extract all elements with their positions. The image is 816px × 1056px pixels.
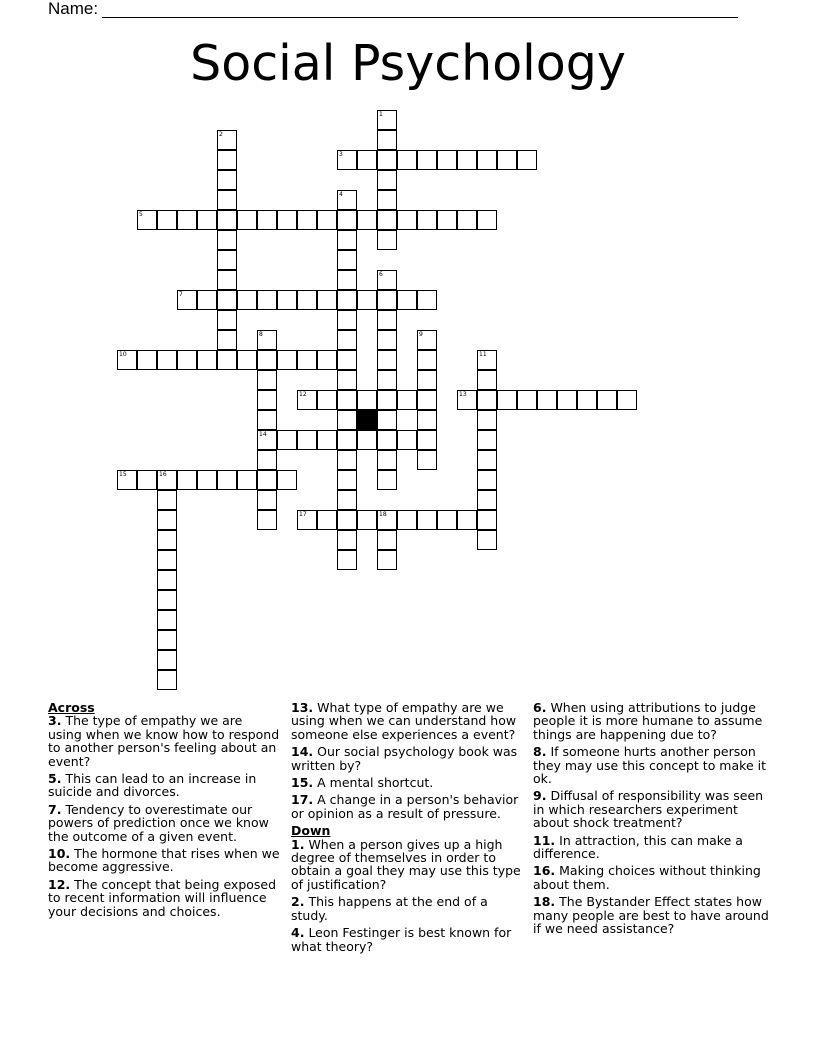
clues-column-2 — [291, 701, 523, 957]
grid-cell[interactable] — [357, 290, 377, 310]
clue-text: Diffusal of responsibility was seen in which researchers experiment about shock treatment? — [533, 788, 764, 831]
grid-cell[interactable] — [217, 130, 237, 150]
clue-number: 4. — [291, 925, 305, 941]
grid-cell[interactable] — [337, 270, 357, 290]
clue-text: Making choices without thinking about them. — [533, 863, 761, 892]
grid-cell[interactable] — [377, 370, 397, 390]
grid-cell[interactable] — [157, 470, 177, 490]
grid-cell[interactable] — [337, 290, 357, 310]
across-heading: Across — [48, 700, 95, 715]
cell-number: 16 — [159, 471, 167, 478]
clue-across-7 — [48, 803, 280, 843]
grid-cell[interactable] — [457, 390, 477, 410]
grid-cell[interactable] — [397, 510, 417, 530]
grid-cell[interactable] — [337, 470, 357, 490]
grid-cell[interactable] — [177, 210, 197, 230]
grid-cell[interactable] — [337, 510, 357, 530]
grid-cell[interactable] — [217, 150, 237, 170]
grid-cell[interactable] — [317, 390, 337, 410]
grid-cell[interactable] — [337, 150, 357, 170]
grid-cell[interactable] — [617, 390, 637, 410]
cell-number: 18 — [379, 511, 387, 518]
grid-cell[interactable] — [477, 530, 497, 550]
clue-across-10 — [48, 847, 280, 874]
clue-down-4 — [291, 926, 523, 953]
grid-cell[interactable] — [357, 390, 377, 410]
grid-cell[interactable] — [397, 210, 417, 230]
cell-number: 1 — [379, 111, 383, 118]
grid-cell[interactable] — [317, 350, 337, 370]
grid-cell[interactable] — [157, 490, 177, 510]
grid-cell[interactable] — [417, 370, 437, 390]
cell-number: 12 — [299, 391, 307, 398]
clue-text: A mental shortcut. — [317, 775, 434, 791]
clue-down-18 — [533, 895, 773, 935]
grid-cell[interactable] — [437, 210, 457, 230]
grid-cell[interactable] — [297, 290, 317, 310]
grid-cell[interactable] — [477, 430, 497, 450]
clue-down-1 — [291, 838, 523, 892]
grid-cell[interactable] — [277, 430, 297, 450]
grid-cell[interactable] — [217, 350, 237, 370]
grid-cell[interactable] — [377, 410, 397, 430]
clue-number: 9. — [533, 788, 547, 804]
grid-cell[interactable] — [177, 290, 197, 310]
grid-cell[interactable] — [137, 210, 157, 230]
grid-cell[interactable] — [337, 250, 357, 270]
grid-cell[interactable] — [337, 370, 357, 390]
clue-number: 8. — [533, 744, 547, 760]
grid-cell[interactable] — [337, 430, 357, 450]
grid-cell[interactable] — [517, 150, 537, 170]
grid-cell[interactable] — [177, 350, 197, 370]
grid-cell[interactable] — [257, 330, 277, 350]
clue-number: 12. — [48, 876, 71, 892]
clue-number: 15. — [291, 775, 314, 791]
grid-cell[interactable] — [417, 410, 437, 430]
grid-cell[interactable] — [157, 670, 177, 690]
clue-down-2 — [291, 895, 523, 922]
grid-cell[interactable] — [477, 490, 497, 510]
grid-cell[interactable] — [377, 550, 397, 570]
clue-text: The Bystander Effect states how many people are best to have around if we need assistance? — [533, 894, 769, 937]
clue-across-3 — [48, 714, 280, 768]
grid-cell[interactable] — [377, 170, 397, 190]
grid-cell[interactable] — [297, 430, 317, 450]
clue-number: 10. — [48, 846, 71, 862]
grid-cell[interactable] — [537, 390, 557, 410]
down-heading: Down — [291, 823, 331, 839]
cell-number: 9 — [419, 331, 423, 338]
cell-number: 14 — [259, 431, 267, 438]
clue-number: 18. — [533, 894, 556, 910]
grid-cell[interactable] — [377, 470, 397, 490]
clues-column-3 — [533, 701, 773, 940]
clue-number: 13. — [291, 700, 314, 715]
clue-text: What type of empathy are we using when we can understand how someone else experiences a event? — [291, 700, 517, 742]
grid-cell[interactable] — [557, 390, 577, 410]
grid-cell[interactable] — [137, 350, 157, 370]
grid-cell[interactable] — [117, 350, 137, 370]
grid-cell[interactable] — [137, 470, 157, 490]
clue-text: Leon Festinger is best known for what theory? — [291, 925, 512, 954]
grid-cell[interactable] — [417, 330, 437, 350]
grid-cell[interactable] — [417, 510, 437, 530]
grid-cell[interactable] — [357, 210, 377, 230]
clues-column-1 — [48, 701, 280, 922]
grid-cell[interactable] — [337, 450, 357, 470]
grid-cell[interactable] — [317, 510, 337, 530]
grid-cell[interactable] — [377, 110, 397, 130]
grid-cell[interactable] — [157, 510, 177, 530]
clue-text: If someone hurts another person they may use this concept to make it ok. — [533, 744, 766, 787]
grid-cell[interactable] — [157, 630, 177, 650]
grid-cell[interactable] — [157, 610, 177, 630]
grid-cell[interactable] — [157, 530, 177, 550]
grid-cell[interactable] — [337, 410, 357, 430]
grid-cell[interactable] — [337, 230, 357, 250]
grid-cell[interactable] — [417, 390, 437, 410]
clue-down-11 — [533, 834, 773, 861]
grid-cell[interactable] — [277, 470, 297, 490]
grid-cell[interactable] — [577, 390, 597, 410]
grid-cell[interactable] — [157, 570, 177, 590]
clue-across-17 — [291, 793, 523, 820]
grid-cell[interactable] — [377, 350, 397, 370]
grid-cell[interactable] — [417, 430, 437, 450]
cell-number: 8 — [259, 331, 263, 338]
grid-cell[interactable] — [217, 290, 237, 310]
grid-cell[interactable] — [417, 290, 437, 310]
grid-cell[interactable] — [377, 290, 397, 310]
grid-cell[interactable] — [157, 350, 177, 370]
grid-cell[interactable] — [357, 510, 377, 530]
cell-number: 17 — [299, 511, 307, 518]
grid-cell[interactable] — [597, 390, 617, 410]
grid-cell[interactable] — [377, 510, 397, 530]
grid-cell[interactable] — [237, 470, 257, 490]
grid-cell[interactable] — [197, 210, 217, 230]
grid-cell[interactable] — [397, 390, 417, 410]
cell-number: 3 — [339, 151, 343, 158]
grid-cell[interactable] — [297, 210, 317, 230]
grid-cell[interactable] — [377, 430, 397, 450]
grid-cell[interactable] — [477, 450, 497, 470]
cell-number: 4 — [339, 191, 343, 198]
clue-number: 11. — [533, 832, 556, 848]
clue-across-15 — [291, 776, 523, 789]
grid-cell[interactable] — [477, 510, 497, 530]
clue-text: Tendency to overestimate our powers of prediction once we know the outcome of a given event. — [48, 801, 269, 844]
grid-cell[interactable] — [217, 270, 237, 290]
clue-down-9 — [533, 789, 773, 829]
cell-number: 13 — [459, 391, 467, 398]
cell-number: 7 — [179, 291, 183, 298]
grid-cell[interactable] — [337, 190, 357, 210]
grid-cell[interactable] — [337, 530, 357, 550]
grid-cell[interactable] — [497, 150, 517, 170]
grid-cell[interactable] — [197, 350, 217, 370]
grid-cell[interactable] — [337, 210, 357, 230]
grid-cell[interactable] — [477, 470, 497, 490]
clue-text: This can lead to an increase in suicide and divorces. — [48, 771, 257, 800]
clue-text: The concept that being exposed to recent information will influence your decisions and choices. — [48, 876, 277, 919]
grid-cell[interactable] — [257, 510, 277, 530]
grid-cell[interactable] — [377, 310, 397, 330]
cell-number: 15 — [119, 471, 127, 478]
grid-cell[interactable] — [157, 210, 177, 230]
grid-cell[interactable] — [377, 450, 397, 470]
clue-text: A change in a person's behavior or opinion as a result of pressure. — [291, 792, 519, 821]
grid-cell[interactable] — [237, 350, 257, 370]
clue-number: 3. — [48, 713, 62, 729]
grid-cell[interactable] — [377, 530, 397, 550]
clue-text: Our social psychology book was written by? — [291, 744, 518, 773]
clue-text: The hormone that rises when we become aggressive. — [48, 846, 280, 875]
grid-cell[interactable] — [477, 370, 497, 390]
grid-cell[interactable] — [437, 510, 457, 530]
clue-number: 7. — [48, 801, 62, 817]
grid-cell[interactable] — [337, 350, 357, 370]
grid-cell[interactable] — [337, 490, 357, 510]
clue-number: 14. — [291, 744, 314, 760]
cell-number: 10 — [119, 351, 127, 358]
clue-number: 6. — [533, 700, 547, 715]
grid-cell[interactable] — [377, 150, 397, 170]
grid-cell[interactable] — [477, 150, 497, 170]
grid-cell[interactable] — [397, 430, 417, 450]
grid-cell[interactable] — [217, 230, 237, 250]
clue-text: This happens at the end of a study. — [291, 894, 488, 923]
clue-text: When a person gives up a high degree of themselves in order to obtain a goal they may use this type of justification? — [291, 836, 521, 892]
grid-cell[interactable] — [197, 470, 217, 490]
grid-cell[interactable] — [357, 430, 377, 450]
grid-cell[interactable] — [337, 550, 357, 570]
cell-number: 5 — [139, 211, 143, 218]
grid-cell[interactable] — [457, 210, 477, 230]
cell-number: 6 — [379, 271, 383, 278]
grid-cell[interactable] — [377, 230, 397, 250]
grid-cell[interactable] — [217, 250, 237, 270]
clue-number: 16. — [533, 863, 556, 879]
grid-cell[interactable] — [157, 550, 177, 570]
grid-cell[interactable] — [517, 390, 537, 410]
cell-number: 2 — [219, 131, 223, 138]
grid-cell[interactable] — [397, 290, 417, 310]
clue-down-6 — [533, 701, 773, 741]
grid-cell[interactable] — [477, 350, 497, 370]
grid-cell[interactable] — [157, 650, 177, 670]
clue-across-13 — [291, 701, 523, 741]
grid-cell[interactable] — [297, 510, 317, 530]
grid-cell[interactable] — [417, 210, 437, 230]
clue-number: 5. — [48, 771, 62, 787]
clue-number: 1. — [291, 836, 305, 852]
clue-down-16 — [533, 864, 773, 891]
grid-cell[interactable] — [217, 170, 237, 190]
grid-cell[interactable] — [437, 150, 457, 170]
grid-cell[interactable] — [377, 270, 397, 290]
grid-cell[interactable] — [237, 210, 257, 230]
grid-cell[interactable] — [317, 290, 337, 310]
grid-cell[interactable] — [477, 210, 497, 230]
grid-cell[interactable] — [457, 150, 477, 170]
grid-cell[interactable] — [217, 330, 237, 350]
grid-cell[interactable] — [337, 310, 357, 330]
grid-cell[interactable] — [257, 210, 277, 230]
grid-cell[interactable] — [397, 150, 417, 170]
grid-cell[interactable] — [417, 350, 437, 370]
grid-cell[interactable] — [157, 590, 177, 610]
grid-cell[interactable] — [217, 470, 237, 490]
grid-cell[interactable] — [457, 510, 477, 530]
page-title: Social Psychology — [190, 35, 626, 92]
grid-cell[interactable] — [417, 150, 437, 170]
grid-cell[interactable] — [257, 450, 277, 470]
grid-cell[interactable] — [377, 130, 397, 150]
grid-cell[interactable] — [237, 290, 257, 310]
cell-number: 11 — [479, 351, 487, 358]
grid-cell[interactable] — [217, 310, 237, 330]
grid-cell[interactable] — [257, 370, 277, 390]
clue-down-8 — [533, 745, 773, 785]
grid-cell[interactable] — [277, 210, 297, 230]
grid-cell[interactable] — [277, 350, 297, 370]
grid-cell[interactable] — [177, 470, 197, 490]
grid-cell[interactable] — [217, 210, 237, 230]
grid-cell[interactable] — [377, 330, 397, 350]
grid-cell[interactable] — [377, 190, 397, 210]
grid-cell[interactable] — [277, 290, 297, 310]
black-square — [357, 410, 377, 430]
clue-number: 2. — [291, 894, 305, 910]
grid-cell[interactable] — [417, 450, 437, 470]
grid-cell[interactable] — [297, 350, 317, 370]
grid-cell[interactable] — [257, 490, 277, 510]
clue-text: In attraction, this can make a difference. — [533, 832, 743, 862]
grid-cell[interactable] — [317, 210, 337, 230]
grid-cell[interactable] — [377, 210, 397, 230]
grid-cell[interactable] — [257, 410, 277, 430]
grid-cell[interactable] — [477, 410, 497, 430]
clue-text: The type of empathy we are using when we know how to respond to another person's feeling about an event? — [48, 713, 280, 769]
grid-cell[interactable] — [297, 390, 317, 410]
grid-cell[interactable] — [337, 330, 357, 350]
grid-cell[interactable] — [317, 430, 337, 450]
clue-across-12 — [48, 878, 280, 918]
grid-cell[interactable] — [217, 190, 237, 210]
grid-cell[interactable] — [377, 390, 397, 410]
grid-cell[interactable] — [257, 290, 277, 310]
grid-cell[interactable] — [257, 390, 277, 410]
clue-across-5 — [48, 772, 280, 799]
grid-cell[interactable] — [257, 470, 277, 490]
grid-cell[interactable] — [357, 150, 377, 170]
grid-cell[interactable] — [257, 350, 277, 370]
grid-cell[interactable] — [477, 390, 497, 410]
grid-cell[interactable] — [497, 390, 517, 410]
name-label: Name: — [48, 0, 99, 18]
clue-number: 17. — [291, 792, 314, 808]
grid-cell[interactable] — [257, 430, 277, 450]
grid-cell[interactable] — [197, 290, 217, 310]
grid-cell[interactable] — [117, 470, 137, 490]
clue-across-14 — [291, 745, 523, 772]
grid-cell[interactable] — [337, 390, 357, 410]
clue-text: When using attributions to judge people it is more humane to assume things are happening due to? — [533, 700, 763, 742]
